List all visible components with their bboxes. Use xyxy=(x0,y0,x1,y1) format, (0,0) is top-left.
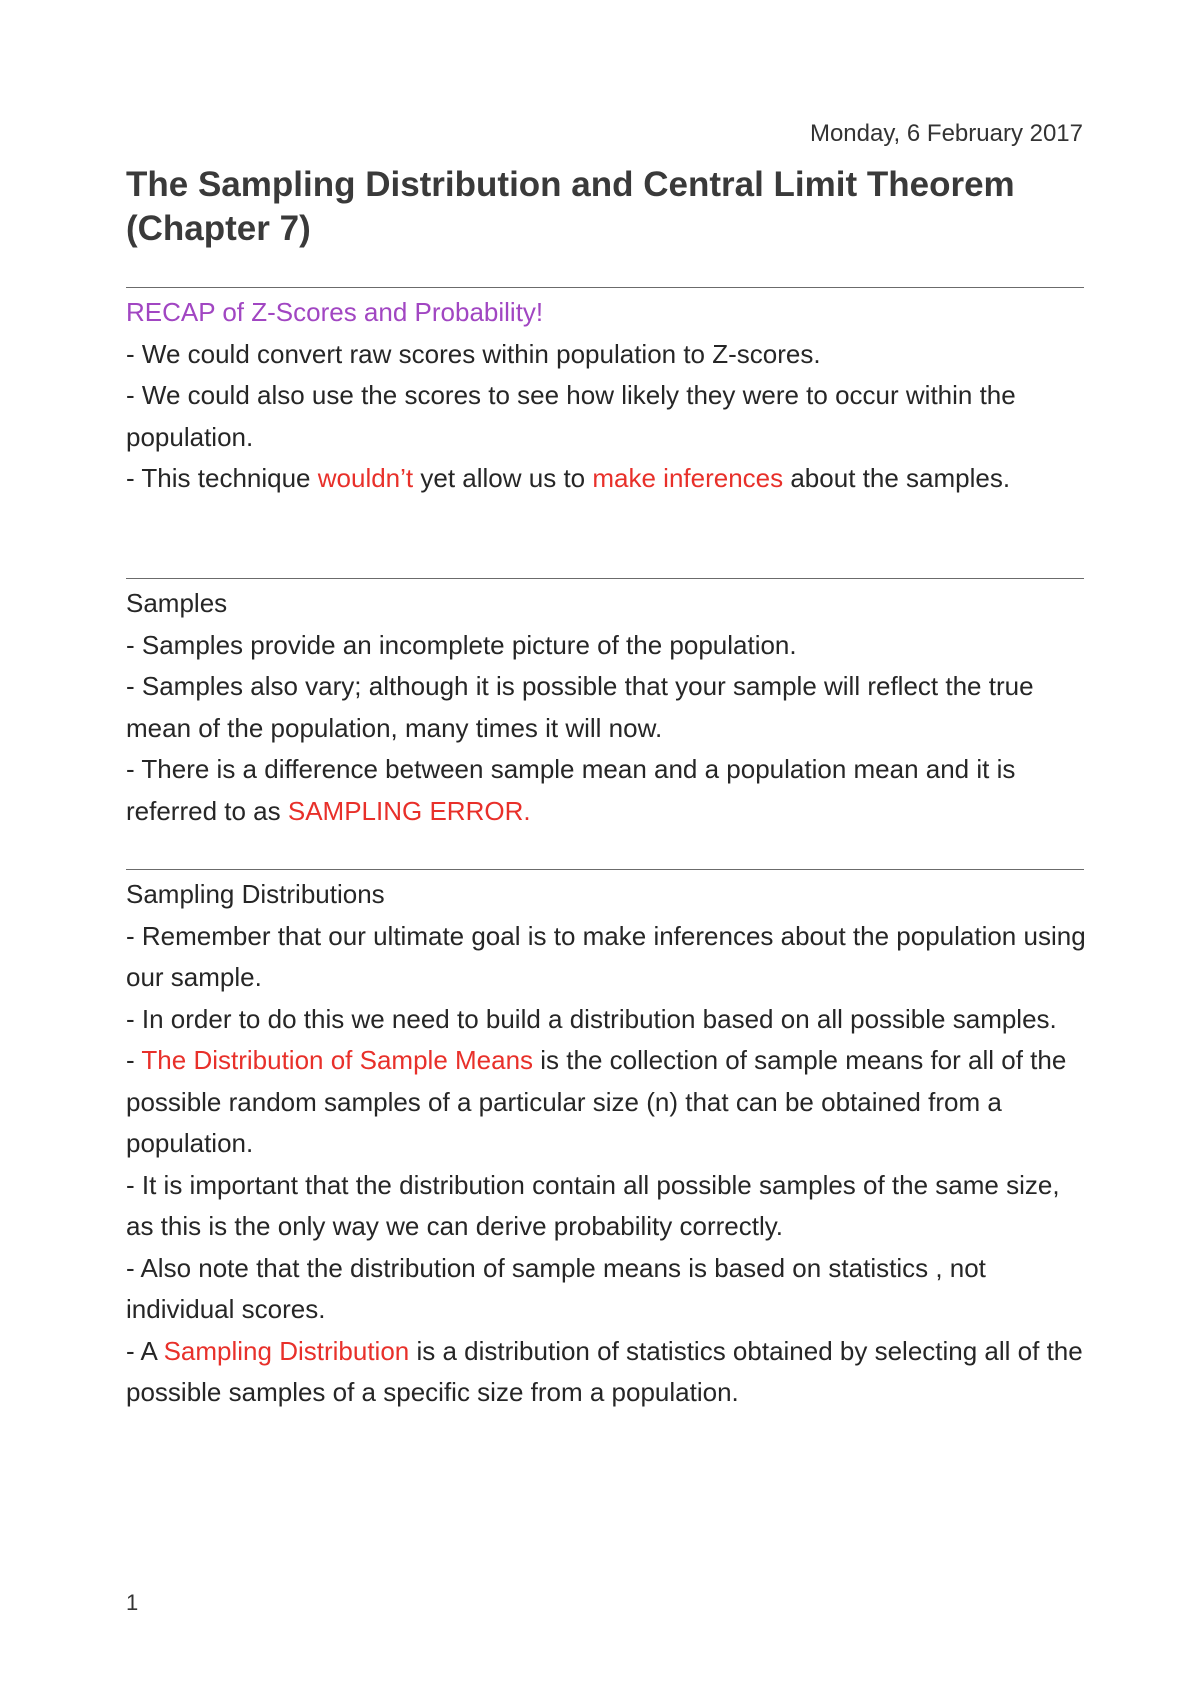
bullet-line xyxy=(126,334,1086,376)
text-run: is a distribution of statistics obtained by selecting all of the possible samples of a specific size from a population. xyxy=(126,1335,1083,1407)
highlighted-term: The Distribution of Sample Means xyxy=(141,1045,534,1075)
text-run: - This technique xyxy=(126,463,318,493)
bullet-line xyxy=(126,625,1086,667)
section-body-recap xyxy=(126,334,1086,500)
text-run: - xyxy=(126,1045,142,1075)
section-divider xyxy=(126,287,1084,288)
text-run: - Remember that our ultimate goal is to make inferences about the population using our sample. xyxy=(126,920,1086,992)
highlighted-term: SAMPLING ERROR. xyxy=(287,795,531,826)
bullet-line xyxy=(126,1248,1086,1331)
page-number: 1 xyxy=(126,1590,139,1615)
section-heading-samples: Samples xyxy=(126,588,228,618)
text-run: - Also note that the distribution of sample means is based on statistics , not individual scores. xyxy=(126,1252,986,1324)
text-run: about the samples. xyxy=(783,463,1011,493)
section-divider xyxy=(126,578,1084,579)
text-run: - We could convert raw scores within population to Z-scores. xyxy=(126,338,821,369)
bullet-line xyxy=(126,916,1086,999)
text-run: - There is a difference between sample mean and a population mean and it is referred to as xyxy=(126,754,1016,826)
section-samples xyxy=(126,583,1086,832)
section-body-sampling-distributions xyxy=(126,916,1086,1414)
text-run: is the collection of sample means for all of the possible random samples of a particular size (n) that can be obtained from a population. xyxy=(126,1045,1067,1158)
bullet-line xyxy=(126,999,1086,1041)
text-run: yet allow us to xyxy=(413,463,593,493)
text-run: - A xyxy=(126,1335,164,1366)
section-body-samples xyxy=(126,625,1086,833)
text-run: - Samples provide an incomplete picture of the population. xyxy=(126,629,797,660)
highlighted-term: Sampling Distribution xyxy=(163,1335,410,1366)
highlighted-term: make inferences xyxy=(592,463,784,493)
bullet-line xyxy=(126,375,1086,458)
bullet-line xyxy=(126,1040,1086,1165)
section-heading-sampling-distributions: Sampling Distributions xyxy=(126,879,385,909)
highlighted-term: wouldn’t xyxy=(317,463,414,493)
text-run: - It is important that the distribution contain all possible samples of the same size, as this is the only way we can derive probability correctly. xyxy=(126,1169,1060,1241)
bullet-line xyxy=(126,1165,1086,1248)
bullet-line xyxy=(126,1331,1086,1414)
text-run: - In order to do this we need to build a distribution based on all possible samples. xyxy=(126,1003,1057,1034)
text-run: - Samples also vary; although it is possible that your sample will reflect the true mean of the population, many times it will now. xyxy=(126,671,1034,743)
section-heading-recap: RECAP of Z-Scores and Probability! xyxy=(126,297,544,327)
bullet-line xyxy=(126,749,1086,832)
document-date: Monday, 6 February 2017 xyxy=(809,120,1083,147)
bullet-line xyxy=(126,458,1086,500)
section-recap xyxy=(126,292,1086,500)
bullet-line xyxy=(126,666,1086,749)
section-sampling-distributions xyxy=(126,874,1086,1414)
section-divider xyxy=(126,869,1084,870)
document-title: The Sampling Distribution and Central Limit Theorem (Chapter 7) xyxy=(126,165,1015,248)
text-run: - We could also use the scores to see how likely they were to occur within the population. xyxy=(126,380,1016,452)
